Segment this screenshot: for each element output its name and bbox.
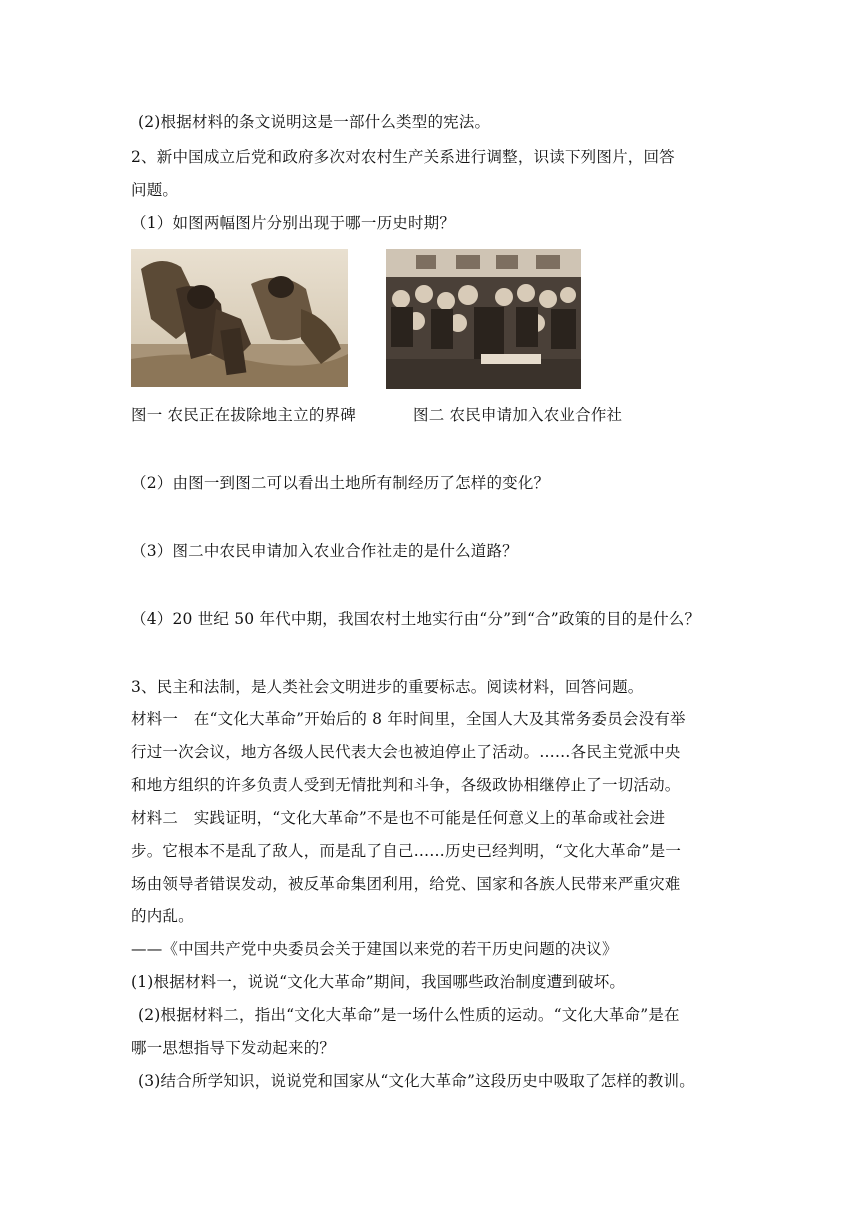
q3-part2-line2: 哪一思想指导下发动起来的？	[131, 1039, 336, 1057]
material-2-line2: 步。它根本不是乱了敌人，而是乱了自己……历史已经判明，“文化大革命”是一	[131, 842, 682, 860]
figure-1-caption: 图一 农民正在拔除地主立的界碑	[131, 406, 356, 424]
material-2-line1: 材料二 实践证明，“文化大革命”不是也不可能是任何意义上的革命或社会进	[131, 809, 666, 827]
q2-part2: （2）由图一到图二可以看出土地所有制经历了怎样的变化？	[131, 474, 550, 492]
figure-2-photo	[386, 249, 581, 389]
source-citation: ——《中国共产党中央委员会关于建国以来党的若干历史问题的决议》	[131, 940, 618, 958]
material-2-line4: 的内乱。	[131, 907, 194, 925]
material-1-line1: 材料一 在“文化大革命”开始后的 8 年时间里，全国人大及其常务委员会没有举	[131, 710, 686, 728]
q2-part4: （4）20 世纪 50 年代中期，我国农村土地实行由“分”到“合”政策的目的是什么？	[131, 610, 701, 628]
q2-intro-line1: 2、新中国成立后党和政府多次对农村生产关系进行调整，识读下列图片，回答	[131, 148, 675, 166]
q3-intro: 3、民主和法制，是人类社会文明进步的重要标志。阅读材料，回答问题。	[131, 678, 644, 696]
material-1-line3: 和地方组织的许多负责人受到无情批判和斗争，各级政协相继停止了一切活动。	[131, 776, 681, 794]
q1-part2: (2)根据材料的条文说明这是一部什么类型的宪法。	[138, 113, 491, 131]
q2-part1: （1）如图两幅图片分别出现于哪一历史时期？	[131, 214, 456, 232]
q3-part1: (1)根据材料一，说说“文化大革命”期间，我国哪些政治制度遭到破坏。	[131, 973, 626, 991]
q2-part3: （3）图二中农民申请加入农业合作社走的是什么道路？	[131, 542, 518, 560]
q3-part3: (3)结合所学知识，说说党和国家从“文化大革命”这段历史中吸取了怎样的教训。	[138, 1072, 695, 1090]
material-1-line2: 行过一次会议，地方各级人民代表大会也被迫停止了活动。……各民主党派中央	[131, 743, 681, 761]
q2-intro-line2: 问题。	[131, 181, 179, 199]
material-2-line3: 场由领导者错误发动，被反革命集团利用，给党、国家和各族人民带来严重灾难	[131, 875, 681, 893]
q3-part2-line1: (2)根据材料二，指出“文化大革命”是一场什么性质的运动。“文化大革命”是在	[138, 1006, 680, 1024]
figure-2-caption: 图二 农民申请加入农业合作社	[413, 406, 623, 424]
figure-1-photo	[131, 249, 348, 387]
